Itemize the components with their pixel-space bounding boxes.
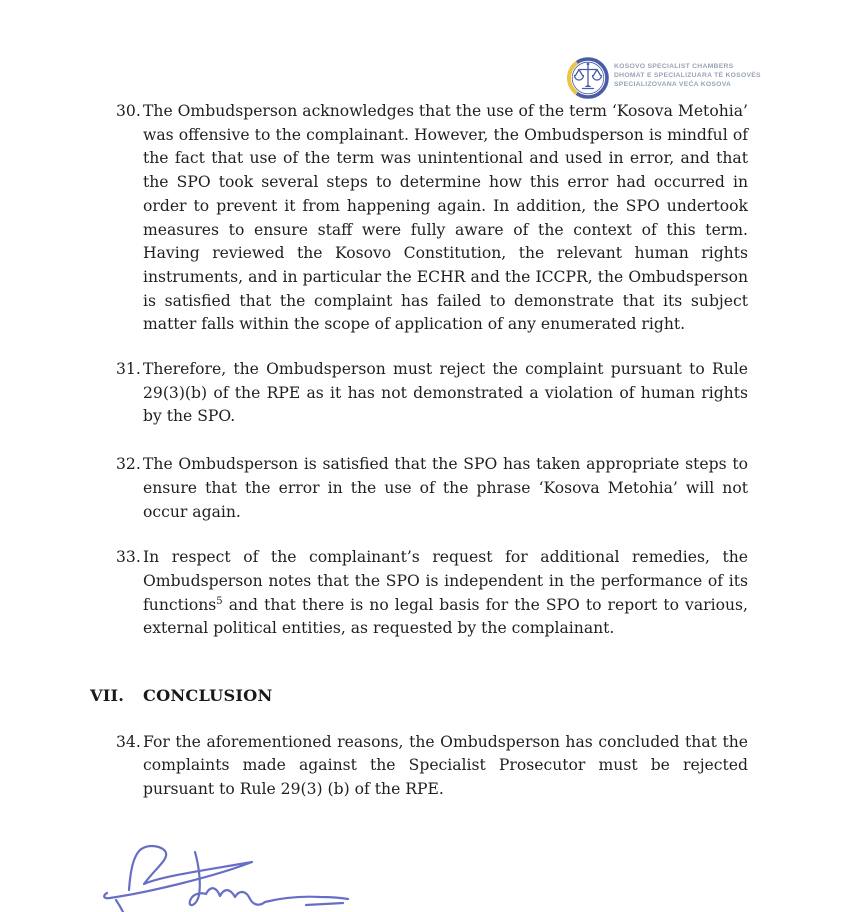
paragraph-32-text: The Ombudsperson is satisfied that the SPO has taken appropriate steps to ensure that the error in the use of the phrase ‘Kosova Metohia’ will not occur again.: [143, 455, 748, 521]
paragraph-32: [90, 453, 748, 524]
section-numeral: VII.: [90, 686, 125, 706]
logo-line-serbian: SPECIALIZOVANA VEĆA KOSOVA: [614, 80, 732, 88]
section-title: CONCLUSION: [143, 686, 273, 706]
handwritten-signature: [96, 838, 356, 912]
logo-line-albanian: DHOMAT E SPECIALIZUARA TË KOSOVËS: [614, 71, 761, 79]
scales-of-justice-icon: [566, 56, 610, 104]
document-body: [90, 100, 748, 802]
ksc-logo: [566, 56, 761, 104]
signature-ink-icon: [96, 838, 356, 912]
paragraph-32-number: 32.: [116, 455, 141, 474]
paragraph-30-number: 30.: [116, 102, 141, 120]
logo-line-english: KOSOVO SPECIALIST CHAMBERS: [614, 63, 734, 70]
paragraph-30-text: The Ombudsperson acknowledges that the use of the term ‘Kosova Metohia’ was offensive to the complainant. However, the Ombudsperson is mindful of the fact that use of the term was unintentional and used in error, and that the SPO took several steps to determine how this error had occurred in order to prevent it from happening again. In addition, the SPO undertook measures to ensure staff were fully aware of the context of this term. Having reviewed the Kosovo Constitution, the relevant human rights instruments, and in particular the ECHR and the ICCPR, the Ombudsperson is satisfied that the complaint has failed to demonstrate that its subject matter falls within the scope of application of any enumerated right.: [143, 102, 748, 334]
paragraph-31-text: Therefore, the Ombudsperson must reject the complaint pursuant to Rule 29(3)(b) of the RPE as it has not demonstrated a violation of human rights by the SPO.: [143, 360, 748, 426]
paragraph-31-number: 31.: [116, 360, 141, 379]
paragraph-30: [90, 100, 748, 337]
paragraph-34-text: For the aforementioned reasons, the Ombudsperson has concluded that the complaints made against the Specialist Prosecutor must be rejected pursuant to Rule 29(3) (b) of the RPE.: [143, 732, 748, 799]
paragraph-34-number: 34.: [116, 732, 141, 751]
paragraph-31: [90, 358, 748, 429]
paragraph-33-text-before-note: In respect of the complainant’s request for additional remedies, the Ombudsperson notes that the SPO is independent in the performance of its functions: [143, 548, 748, 614]
section-heading-conclusion: [90, 684, 748, 708]
paragraph-33-number: 33.: [116, 548, 141, 567]
paragraph-34: [90, 731, 748, 802]
ksc-logo-wordmark: [614, 63, 761, 89]
paragraph-33: [90, 546, 748, 641]
paragraph-33-text-after-note: and that there is no legal basis for the SPO to report to various, external political entities, as requested by the complainant.: [143, 595, 748, 638]
footnote-reference-5: 5: [216, 595, 223, 607]
